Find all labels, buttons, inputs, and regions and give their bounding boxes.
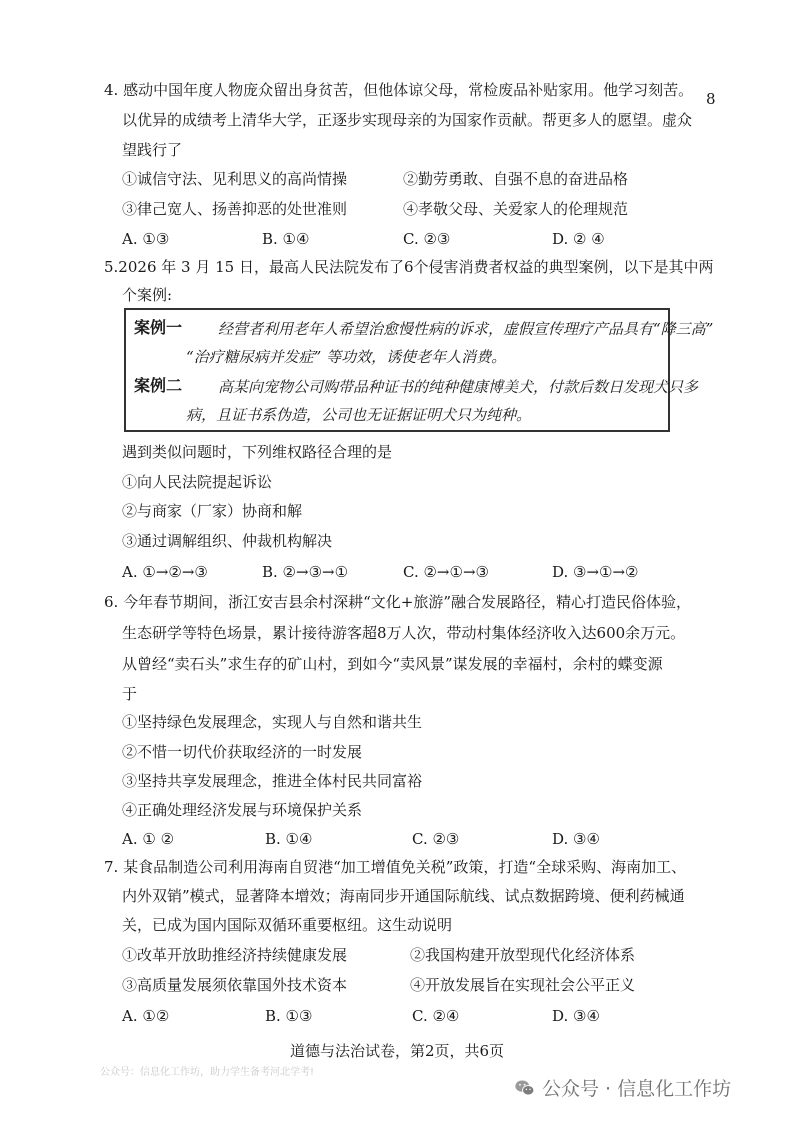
q6-stem-line: 生态研学等特色场景，累计接待游客超8万人次，带动村集体经济收入达600余万元。 xyxy=(122,624,686,642)
q4-stem-line: 以优异的成绩考上清华大学，正逐步实现母亲的为国家作贡献。帮更多人的愿望。虚众 xyxy=(122,111,693,129)
page-corner-number: 8 xyxy=(706,90,716,108)
q6-stem-line: 于 xyxy=(122,685,138,703)
q7-option-d: D. ③④ xyxy=(552,1007,600,1025)
q5-stem-line: 个案例: xyxy=(122,286,173,304)
q5-option-b: B. ②→③→① xyxy=(262,563,349,581)
q4-statement: ③律己宽人、扬善抑恶的处世准则 xyxy=(122,200,348,218)
q4-statement: ②勤劳勇敢、自强不息的奋进品格 xyxy=(403,170,629,188)
q4-stem-line: 望践行了 xyxy=(122,141,183,159)
q6-option-c: C. ②③ xyxy=(412,830,460,848)
q5-statement: ②与商家（厂家）协商和解 xyxy=(122,502,303,520)
q5-statement: ③通过调解组织、仲裁机构解决 xyxy=(122,532,333,550)
q6-stem-line: 6. 今年春节期间，浙江安吉县余村深耕“文化+旅游”融合发展路径，精心打造民俗体验， xyxy=(104,593,691,611)
page-footer: 道德与法治试卷，第2页，共6页 xyxy=(289,1042,505,1060)
watermark-left: 公众号：信息化工作坊，助力学生备考河北学考! xyxy=(100,1067,315,1078)
q4-option-d: D. ② ④ xyxy=(552,230,605,248)
q5-option-a: A. ①→②→③ xyxy=(122,563,208,581)
q7-statement: ③高质量发展须依靠国外技术资本 xyxy=(122,976,348,994)
q7-option-a: A. ①② xyxy=(122,1007,170,1025)
q6-statement: ②不惜一切代价获取经济的一时发展 xyxy=(122,743,363,761)
q6-option-d: D. ③④ xyxy=(552,830,600,848)
q4-option-b: B. ①④ xyxy=(262,230,310,248)
q5-option-d: D. ③→①→② xyxy=(552,563,639,581)
case-1-text-line: “治疗糖尿病并发症” 等功效，诱使老年人消费。 xyxy=(186,348,507,366)
case-1-text-line: 经营者利用老年人希望治愈慢性病的诉求，虚假宣传理疗产品具有“降三高” xyxy=(218,320,714,338)
q7-stem-line: 7. 某食品制造公司利用海南自贸港“加工增值免关税”政策，打造“全球采购、海南加工、 xyxy=(104,858,687,876)
q6-option-a: A. ① ② xyxy=(122,830,175,848)
q4-statement: ①诚信守法、见利思义的高尚情操 xyxy=(122,170,348,188)
q6-statement: ①坚持绿色发展理念，实现人与自然和谐共生 xyxy=(122,713,423,731)
watermark-right-text: 公众号 · 信息化工作坊 xyxy=(542,1078,732,1100)
q4-option-c: C. ②③ xyxy=(403,230,451,248)
q5-statement: ①向人民法院提起诉讼 xyxy=(122,473,273,491)
q6-option-b: B. ①④ xyxy=(265,830,313,848)
q7-statement: ①改革开放助推经济持续健康发展 xyxy=(122,946,348,964)
q7-stem-line: 内外双销”模式，显著降本增效；海南同步开通国际航线、试点数据跨境、便利药械通 xyxy=(122,887,685,905)
q6-stem-line: 从曾经“卖石头”求生存的矿山村，到如今“卖风景”谋发展的幸福村，余村的蝶变源 xyxy=(122,655,663,673)
q5-prompt: 遇到类似问题时，下列维权路径合理的是 xyxy=(122,443,393,461)
watermark-right xyxy=(514,1074,731,1101)
case-1-label: 案例一 xyxy=(134,318,183,337)
q6-statement: ④正确处理经济发展与环境保护关系 xyxy=(122,801,363,819)
q5-stem-line: 5.2026 年 3 月 15 日，最高人民法院发布了6个侵害消费者权益的典型案例，以下是其中两 xyxy=(104,258,714,276)
q5-option-c: C. ②→①→③ xyxy=(403,563,489,581)
q4-statement: ④孝敬父母、关爱家人的伦理规范 xyxy=(403,200,629,218)
case-2-text-line: 病，且证书系伪造，公司也无证据证明犬只为纯种。 xyxy=(186,406,532,424)
q7-stem-line: 关，已成为国内国际双循环重要枢纽。这生动说明 xyxy=(122,916,453,934)
q4-stem-line: 4. 感动中国年度人物庞众留出身贫苦，但他体谅父母，常检废品补贴家用。他学习刻苦。 xyxy=(104,81,694,99)
q7-statement: ④开放发展旨在实现社会公平正义 xyxy=(410,976,636,994)
case-2-label: 案例二 xyxy=(134,376,183,395)
case-box xyxy=(124,308,714,432)
q6-statement: ③坚持共享发展理念，推进全体村民共同富裕 xyxy=(122,772,423,790)
q7-option-c: C. ②④ xyxy=(412,1007,460,1025)
wechat-logo-icon xyxy=(514,1077,536,1099)
q7-option-b: B. ①③ xyxy=(265,1007,313,1025)
q4-option-a: A. ①③ xyxy=(122,230,170,248)
q7-statement: ②我国构建开放型现代化经济体系 xyxy=(410,946,636,964)
case-2-text-line: 高某向宠物公司购带品种证书的纯种健康博美犬，付款后数日发现犬只多 xyxy=(218,378,699,396)
